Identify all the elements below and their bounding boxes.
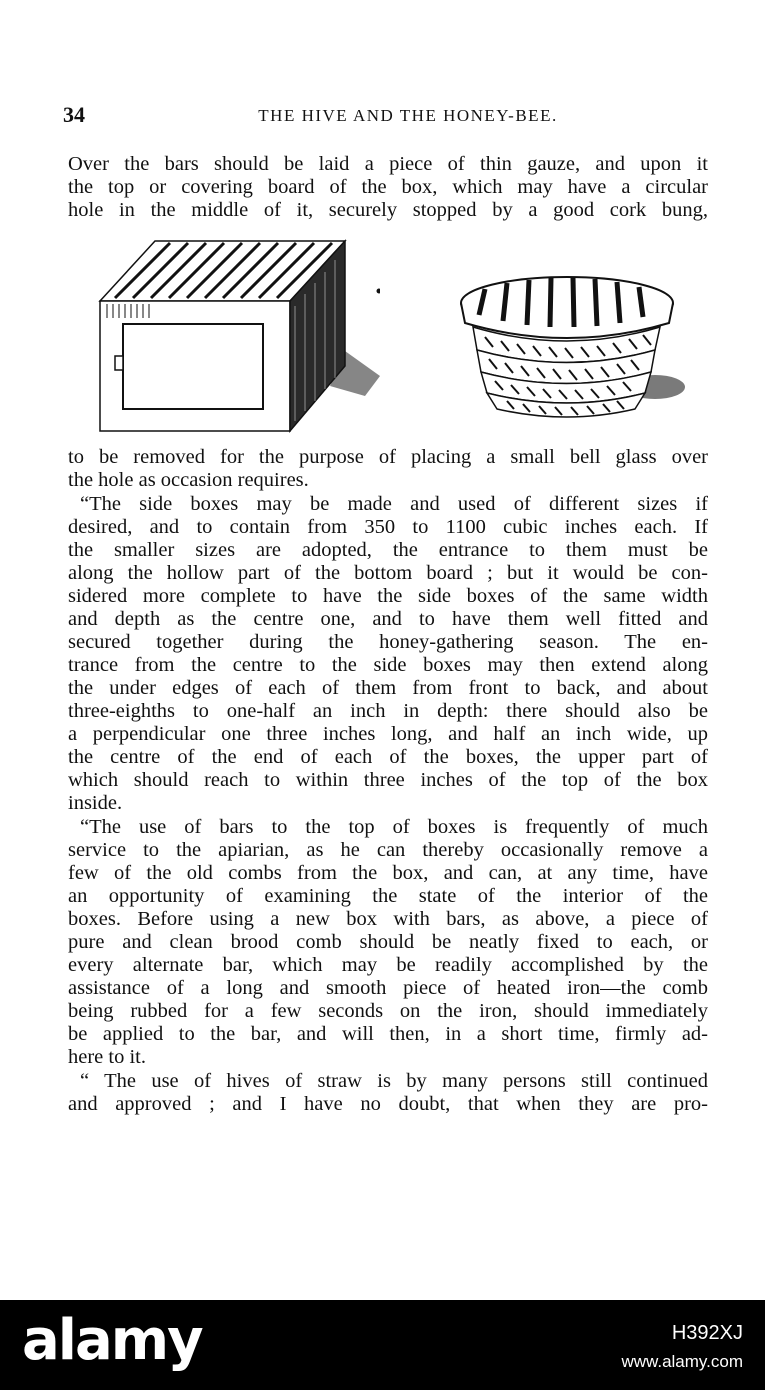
alamy-logo: alamy — [22, 1308, 202, 1373]
text-line: and approved ; and I have no doubt, that when they are pro- — [68, 1093, 708, 1115]
text-line: “The side boxes may be made and used of different sizes if — [80, 493, 708, 515]
text-line: hole in the middle of it, securely stopped by a good cork bung, — [68, 199, 708, 221]
text-line: “ The use of hives of straw is by many persons still continued — [80, 1070, 708, 1092]
text-line: every alternate bar, which may be readily accomplished by the — [68, 954, 708, 976]
text-line: the top or covering board of the box, which may have a circular — [68, 176, 708, 198]
text-line: be applied to the bar, and will then, in a short time, firmly ad- — [68, 1023, 708, 1045]
text-line: along the hollow part of the bottom board ; but it would be con- — [68, 562, 708, 584]
text-line: sidered more complete to have the side boxes of the same width — [68, 585, 708, 607]
text-line: assistance of a long and smooth piece of heated iron—the comb — [68, 977, 708, 999]
text-line: few of the old combs from the box, and can, at any time, have — [68, 862, 708, 884]
text-line: three-eighths to one-half an inch in depth: there should also be — [68, 700, 708, 722]
text-line: being rubbed for a few seconds on the iron, should immediately — [68, 1000, 708, 1022]
text-line: to be removed for the purpose of placing a small bell glass over — [68, 446, 708, 468]
text-line: Over the bars should be laid a piece of thin gauze, and upon it — [68, 153, 708, 175]
text-line: inside. — [68, 792, 123, 814]
running-title: THE HIVE AND THE HONEY-BEE. — [258, 106, 558, 125]
text-line: which should reach to within three inches of the top of the box — [68, 769, 708, 791]
text-line: secured together during the honey-gathering season. The en- — [68, 631, 708, 653]
text-line: the hole as occasion requires. — [68, 469, 309, 491]
image-id: H392XJ — [671, 1322, 743, 1344]
box-hive-illustration — [95, 236, 380, 436]
text-line: trance from the centre to the side boxes may then extend along — [68, 654, 708, 676]
watermark-bar — [0, 1300, 765, 1390]
text-line: here to it. — [68, 1046, 146, 1068]
text-line: a perpendicular one three inches long, and half an inch wide, up — [68, 723, 708, 745]
text-line: desired, and to contain from 350 to 1100 cubic inches each. If — [68, 516, 708, 538]
text-line: an opportunity of examining the state of the interior of the — [68, 885, 708, 907]
site-url: www.alamy.com — [621, 1352, 743, 1371]
text-line: the under edges of each of them from front to back, and about — [68, 677, 708, 699]
text-line: “The use of bars to the top of boxes is frequently of much — [80, 816, 708, 838]
text-line: the smaller sizes are adopted, the entrance to them must be — [68, 539, 708, 561]
text-line: the centre of the end of each of the boxes, the upper part of — [68, 746, 708, 768]
text-line: boxes. Before using a new box with bars, as above, a piece of — [68, 908, 708, 930]
text-line: pure and clean brood comb should be neatly fixed to each, or — [68, 931, 708, 953]
straw-skep-illustration — [455, 275, 695, 425]
page-header — [63, 102, 713, 132]
text-line: service to the apiarian, as he can thereby occasionally remove a — [68, 839, 708, 861]
text-line: and depth as the centre one, and to have them well fitted and — [68, 608, 708, 630]
page-number: 34 — [63, 102, 85, 127]
